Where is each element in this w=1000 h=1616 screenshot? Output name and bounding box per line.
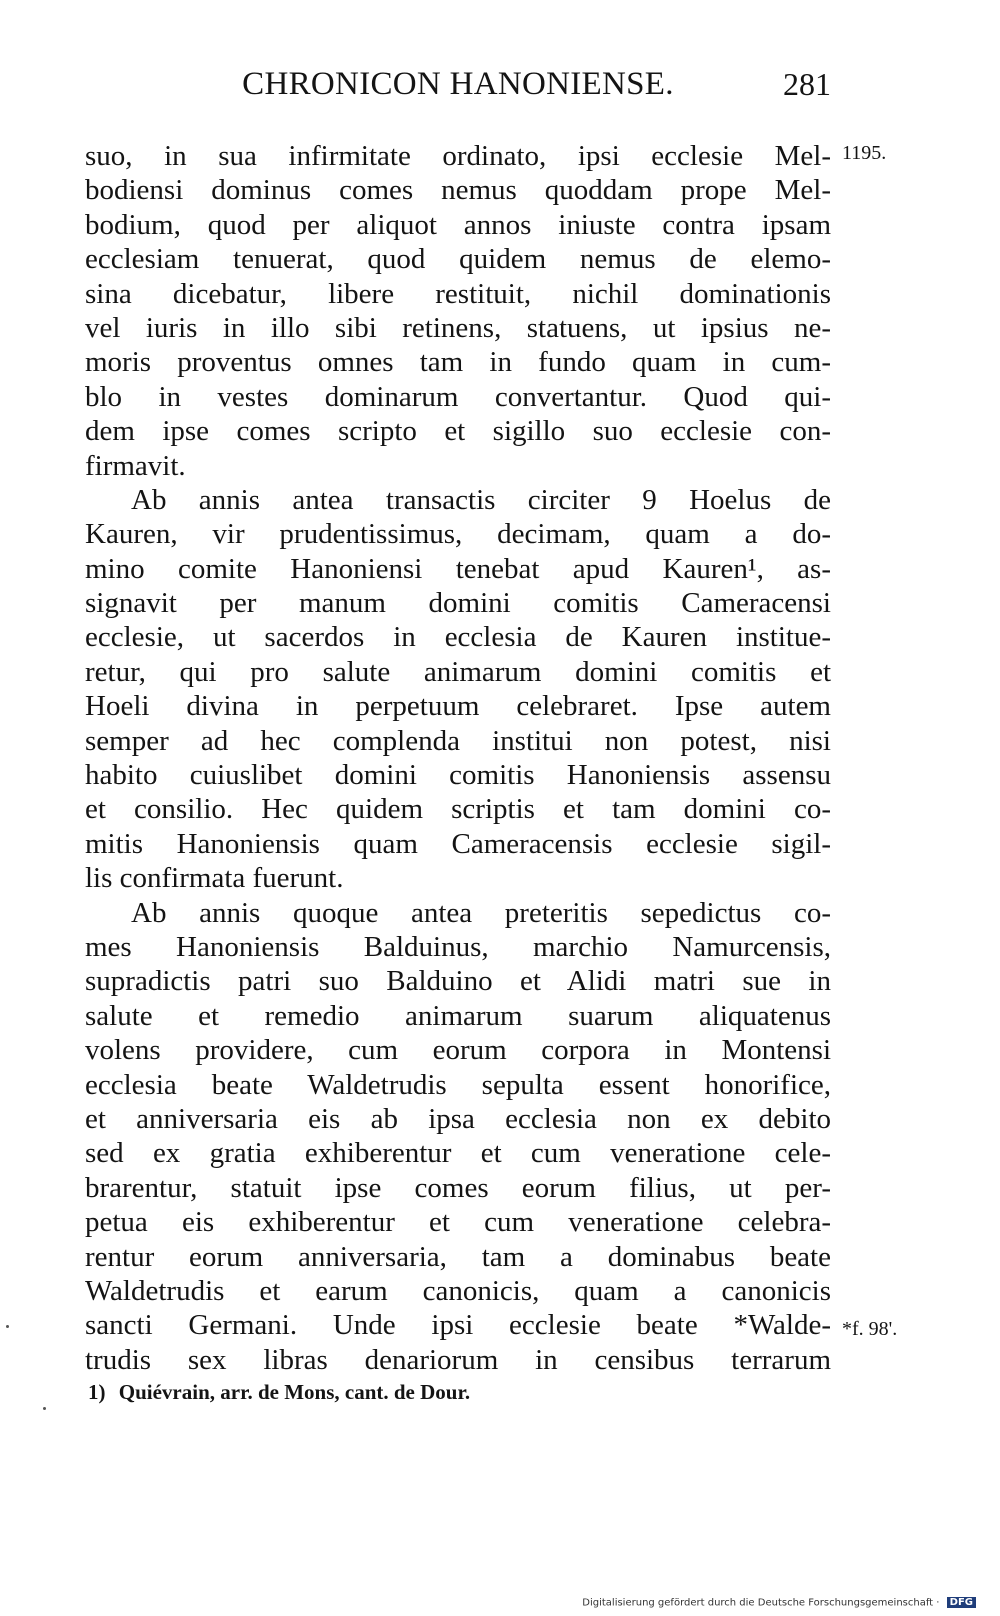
- digitization-credit: [582, 1597, 976, 1609]
- text-line: semper ad hec complenda institui non potest, nisi: [85, 724, 831, 757]
- footnote-marker: 1): [88, 1380, 106, 1404]
- text-line: volens providere, cum eorum corpora in Montensi: [85, 1034, 831, 1067]
- text-line: ecclesie, ut sacerdos in ecclesia de Kauren institue-: [85, 621, 831, 654]
- text-line: brarentur, statuit ipse comes eorum filius, ut per-: [85, 1171, 831, 1204]
- text-line: rentur eorum anniversaria, tam a dominabus beate: [85, 1240, 831, 1273]
- scan-speck: [6, 1325, 9, 1328]
- text-line: ecclesia beate Waldetrudis sepulta essent honorifice,: [85, 1068, 831, 1101]
- text-line: blo in vestes dominarum convertantur. Quod qui-: [85, 380, 831, 413]
- running-title: CHRONICON HANONIENSE.: [242, 66, 674, 102]
- text-line: ecclesiam tenuerat, quod quidem nemus de elemo-: [85, 243, 831, 276]
- footnote: [88, 1380, 470, 1405]
- scan-speck: [43, 1407, 46, 1410]
- body-text: [85, 139, 831, 1377]
- text-line: Hoeli divina in perpetuum celebraret. Ipse autem: [85, 690, 831, 723]
- credit-text: Digitalisierung gefördert durch die Deutsche Forschungsgemeinschaft ·: [582, 1597, 940, 1608]
- running-head: [85, 64, 831, 104]
- page-number: 281: [783, 66, 831, 102]
- text-line: suo, in sua infirmitate ordinato, ipsi ecclesie Mel-: [85, 140, 831, 172]
- dfg-logo: DFG: [947, 1597, 976, 1608]
- text-line: sina dicebatur, libere restituit, nichil dominationis: [85, 277, 831, 310]
- text-line: sancti Germani. Unde ipsi ecclesie beate *Walde-: [85, 1309, 831, 1342]
- text-line: salute et remedio animarum suarum aliquatenus: [85, 999, 831, 1032]
- text-line: sed ex gratia exhiberentur et cum veneratione cele-: [85, 1137, 831, 1170]
- paragraph-start-line: Ab annis quoque antea preteritis sepedictus co-: [131, 896, 831, 929]
- text-line: mitis Hanoniensis quam Cameracensis ecclesie sigil-: [85, 827, 831, 860]
- paragraph-start-line: Ab annis antea transactis circiter 9 Hoelus de: [131, 483, 831, 516]
- text-line: supradictis patri suo Balduino et Alidi matri sue in: [85, 965, 831, 998]
- text-line: lis confirmata fuerunt.: [85, 862, 344, 895]
- text-line: Kauren, vir prudentissimus, decimam, quam a do-: [85, 518, 831, 551]
- text-line: Waldetrudis et earum canonicis, quam a canonicis: [85, 1274, 831, 1307]
- text-line: firmavit.: [85, 449, 186, 482]
- text-line: signavit per manum domini comitis Cameracensi: [85, 587, 831, 620]
- text-line: retur, qui pro salute animarum domini comitis et: [85, 655, 831, 688]
- text-line: vel iuris in illo sibi retinens, statuens, ut ipsius ne-: [85, 311, 831, 344]
- text-line: trudis sex libras denariorum in censibus terrarum: [85, 1343, 831, 1376]
- text-line: dem ipse comes scripto et sigillo suo ecclesie con-: [85, 415, 831, 448]
- text-line: habito cuiuslibet domini comitis Hanoniensis assensu: [85, 759, 831, 792]
- text-line: mino comite Hanoniensi tenebat apud Kauren¹, as-: [85, 552, 831, 585]
- text-line: et consilio. Hec quidem scriptis et tam domini co-: [85, 793, 831, 826]
- margin-folio-note: *f. 98'.: [842, 1318, 898, 1340]
- footnote-text: Quiévrain, arr. de Mons, cant. de Dour.: [118, 1380, 471, 1404]
- text-line: moris proventus omnes tam in fundo quam in cum-: [85, 346, 831, 379]
- text-line: bodium, quod per aliquot annos iniuste contra ipsam: [85, 208, 831, 241]
- text-line: petua eis exhiberentur et cum veneratione celebra-: [85, 1206, 831, 1239]
- text-line: mes Hanoniensis Balduinus, marchio Namurcensis,: [85, 930, 831, 963]
- margin-year-note: 1195.: [842, 142, 887, 164]
- text-line: et anniversaria eis ab ipsa ecclesia non ex debito: [85, 1102, 831, 1135]
- text-line: bodiensi dominus comes nemus quoddam prope Mel-: [85, 174, 831, 207]
